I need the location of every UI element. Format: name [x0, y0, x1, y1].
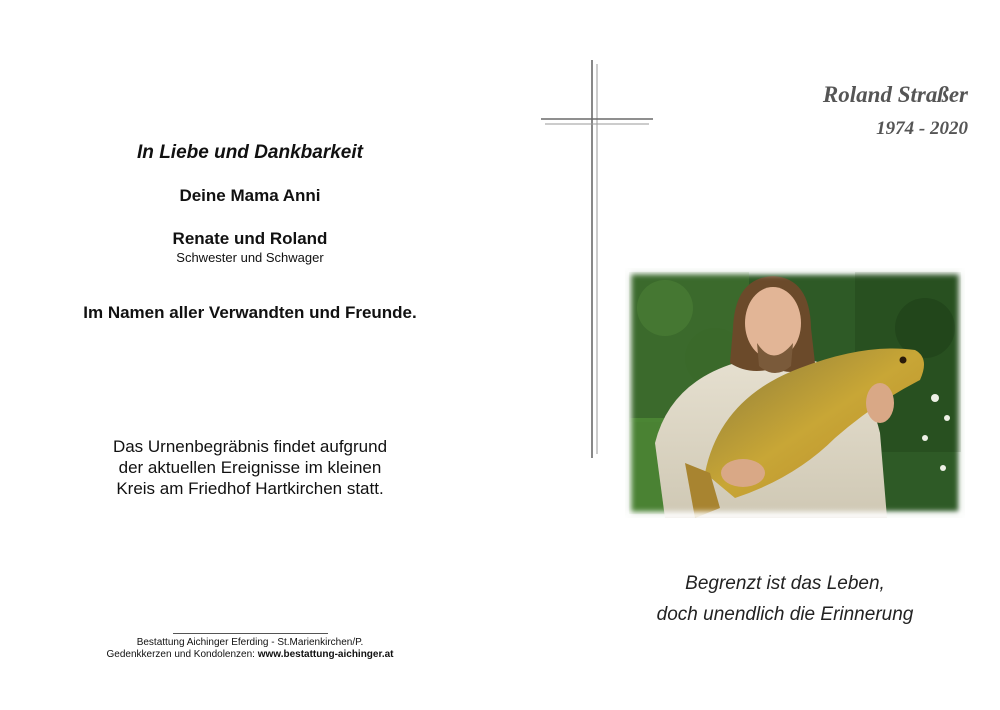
dedication-heading: In Liebe und Dankbarkeit — [137, 142, 363, 163]
funeral-home-line: Bestattung Aichinger Eferding - St.Marienkirchen/P. — [136, 637, 364, 648]
footer-divider — [173, 633, 328, 634]
burial-notice-line: der aktuellen Ereignisse im kleinen — [118, 458, 382, 477]
siblings-relation: Schwester und Schwager — [176, 250, 324, 265]
condolence-link[interactable]: www.bestattung-aichinger.at — [257, 649, 394, 660]
memorial-quote-line2: doch unendlich die Erinnerung — [656, 604, 914, 625]
condolence-line — [50, 649, 450, 660]
deceased-name: Roland Straßer — [822, 82, 968, 107]
burial-notice-line: Das Urnenbegräbnis findet aufgrund — [112, 437, 388, 456]
life-years: 1974 - 2020 — [876, 118, 968, 139]
siblings-names: Renate und Roland — [172, 229, 328, 248]
mother-name: Deine Mama Anni — [179, 186, 321, 205]
portrait-photo — [625, 268, 965, 518]
relatives-line: Im Namen aller Verwandten und Freunde. — [83, 303, 417, 322]
condolence-label: Gedenkkerzen und Kondolenzen: — [106, 649, 258, 660]
burial-notice-line: Kreis am Friedhof Hartkirchen statt. — [116, 479, 384, 498]
burial-notice — [50, 436, 450, 499]
memorial-quote-line1: Begrenzt ist das Leben, — [685, 573, 885, 594]
